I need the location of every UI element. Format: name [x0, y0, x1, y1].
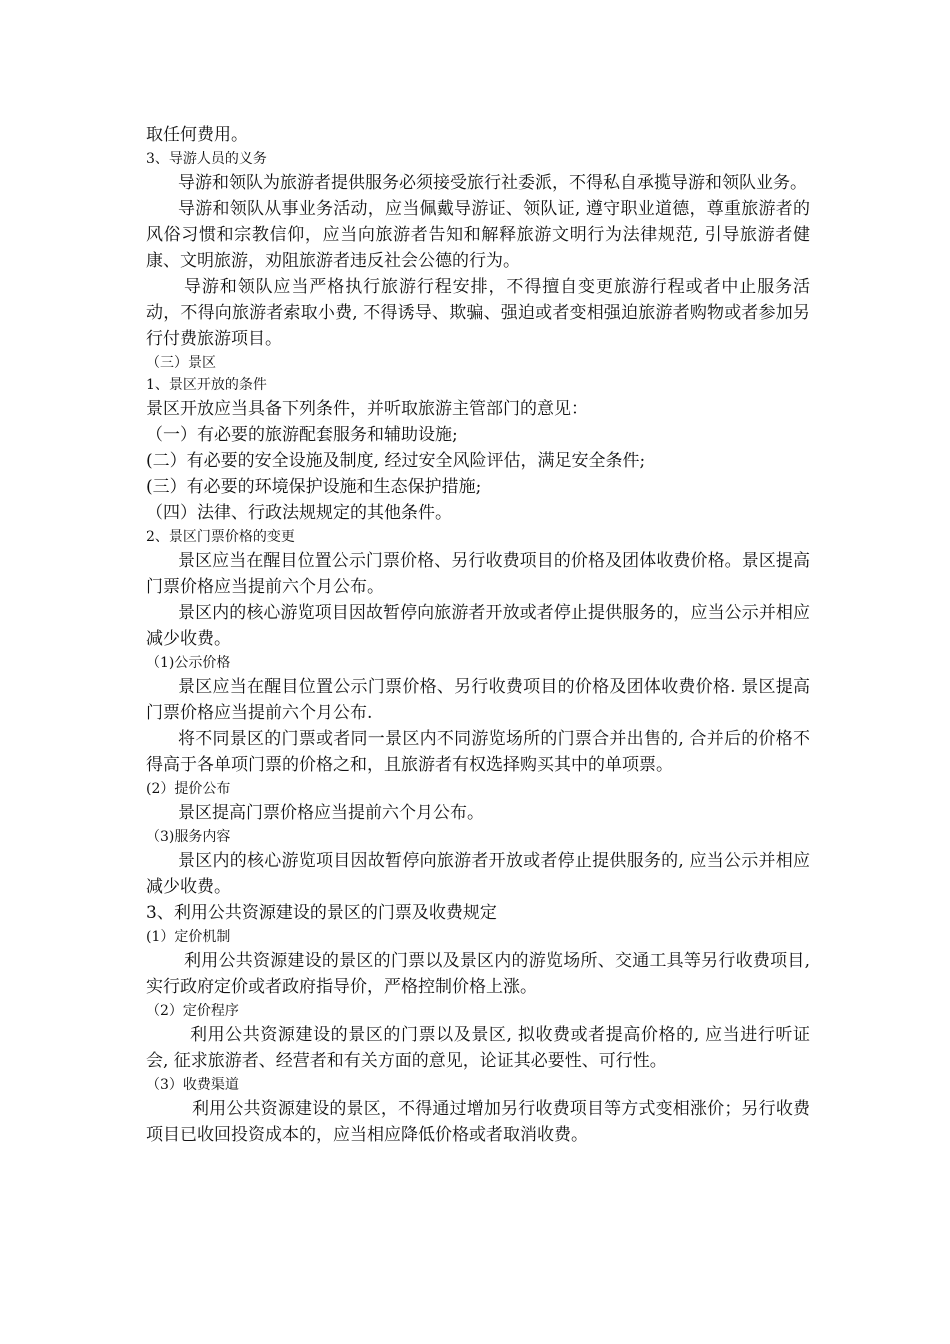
section-heading: (1）定价机制 — [146, 929, 231, 945]
section-heading: （3）收费渠道 — [146, 1077, 239, 1093]
paragraph: 导游和领队从事业务活动，应当佩戴导游证、领队证, 遵守职业道德，尊重旅游者的风俗习惯和宗教信仰，应当向旅游者告知和解释旅游文明行为法律规范, 引导旅游者健康、文明旅游，劝阻旅游者违反社会公德的行为。 — [146, 199, 810, 271]
document-body — [146, 122, 810, 1148]
paragraph: 景区提高门票价格应当提前六个月公布。 — [178, 803, 484, 823]
section-heading: （2）定价程序 — [146, 1003, 239, 1019]
section-heading: （三）景区 — [146, 355, 216, 371]
paragraph: 利用公共资源建设的景区的门票以及景区, 拟收费或者提高价格的, 应当进行听证会, 征求旅游者、经营者和有关方面的意见，论证其必要性、可行性。 — [146, 1025, 810, 1071]
paragraph: 景区应当在醒目位置公示门票价格、另行收费项目的价格及团体收费价格。景区提高门票价格应当提前六个月公布。 — [146, 551, 810, 597]
paragraph: （四）法律、行政法规规定的其他条件。 — [146, 503, 452, 523]
section-heading: （3)服务内容 — [146, 829, 231, 845]
paragraph: 3、利用公共资源建设的景区的门票及收费规定 — [146, 903, 497, 923]
section-heading: (2）提价公布 — [146, 781, 231, 797]
paragraph: 导游和领队为旅游者提供服务必须接受旅行社委派，不得私自承揽导游和领队业务。 — [178, 173, 807, 193]
section-heading: （1)公示价格 — [146, 655, 231, 671]
paragraph: 将不同景区的门票或者同一景区内不同游览场所的门票合并出售的, 合并后的价格不得高于各单项门票的价格之和，且旅游者有权选择购买其中的单项票。 — [146, 729, 810, 775]
paragraph: 景区开放应当具备下列条件，并听取旅游主管部门的意见： — [146, 399, 588, 419]
paragraph: 利用公共资源建设的景区，不得通过增加另行收费项目等方式变相涨价；另行收费项目已收回投资成本的，应当相应降低价格或者取消收费。 — [146, 1099, 810, 1145]
paragraph: 利用公共资源建设的景区的门票以及景区内的游览场所、交通工具等另行收费项目, 实行政府定价或者政府指导价，严格控制价格上涨。 — [146, 951, 810, 997]
paragraph: 景区内的核心游览项目因故暂停向旅游者开放或者停止提供服务的，应当公示并相应减少收费。 — [146, 603, 810, 649]
paragraph: (三）有必要的环境保护设施和生态保护措施; — [146, 477, 482, 497]
paragraph: （一）有必要的旅游配套服务和辅助设施; — [146, 425, 458, 445]
paragraph: (二）有必要的安全设施及制度, 经过安全风险评估，满足安全条件; — [146, 451, 646, 471]
paragraph: 导游和领队应当严格执行旅游行程安排，不得擅自变更旅游行程或者中止服务活动，不得向旅游者索取小费, 不得诱导、欺骗、强迫或者变相强迫旅游者购物或者参加另行付费旅游项目。 — [146, 277, 810, 349]
section-heading: 1、景区开放的条件 — [146, 377, 267, 393]
section-heading: 2、景区门票价格的变更 — [146, 529, 295, 545]
paragraph: 景区应当在醒目位置公示门票价格、另行收费项目的价格及团体收费价格. 景区提高门票价格应当提前六个月公布. — [146, 677, 810, 723]
document-page — [146, 122, 810, 1148]
paragraph: 景区内的核心游览项目因故暂停向旅游者开放或者停止提供服务的, 应当公示并相应减少收费。 — [146, 851, 810, 897]
section-heading: 3、导游人员的义务 — [146, 151, 267, 167]
paragraph: 取任何费用。 — [146, 125, 248, 145]
